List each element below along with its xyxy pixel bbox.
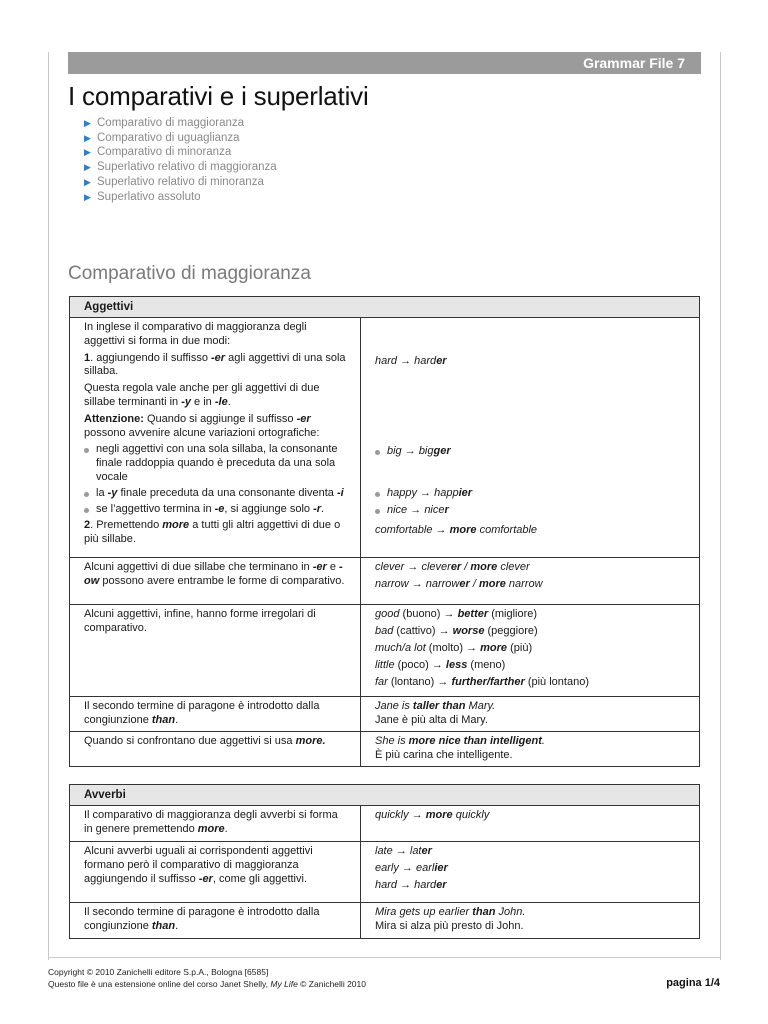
rule-cell: Alcuni aggettivi, infine, hanno forme irregolari di comparativo. <box>70 605 361 696</box>
example-translation: Jane è più alta di Mary. <box>375 713 488 726</box>
example-sentence: Mira gets up earlier than John. <box>375 906 526 918</box>
example-happy: happy → happier <box>375 487 472 501</box>
example-quickly: quickly → more quickly <box>375 809 490 821</box>
copyright-text: Copyright © 2010 Zanichelli editore S.p.A., Bologna [6585] <box>48 967 269 977</box>
footer-divider <box>48 957 720 958</box>
toc-item[interactable]: ▶ Superlativo relativo di minoranza <box>84 175 264 188</box>
example-nice: nice → nicer <box>375 504 449 518</box>
table-row <box>70 318 699 557</box>
table-row <box>70 806 699 841</box>
example-cell <box>361 558 699 604</box>
adverbs-table <box>69 784 700 939</box>
triangle-right-icon: ▶ <box>84 147 91 158</box>
toc-item[interactable]: ▶ Superlativo assoluto <box>84 190 201 203</box>
example-cell <box>361 318 699 557</box>
rule-cell: Quando si confrontano due aggettivi si usa more. <box>70 732 361 766</box>
irregular-bad: bad (cattivo) → worse (peggiore) <box>375 624 538 637</box>
toc-item[interactable]: ▶ Comparativo di uguaglianza <box>84 131 240 144</box>
header-bar <box>68 52 701 74</box>
rule-cell: In inglese il comparativo di maggioranza degli aggettivi si forma in due modi: 1. aggiungendo il suffisso -er agli aggettivi di una sola sillaba. Questa regola vale anche per gli aggettivi di due sillabe terminanti in -y e in -le. Attenzione: Quando si aggiunge il suffisso -er possono avvenire alcune variazioni ortografiche: negli aggettivi con una sola sillaba, la consonante finale raddoppia quando è preceduta da una sola vocale la -y finale preceduta da una consonante diventa -i se l’aggettivo termina in -e, si aggiunge solo -r. 2. Premettendo more a tutti gli altri aggettivi di due o più sillabe. <box>70 318 361 557</box>
rule-cell: Il secondo termine di paragone è introdotto dalla congiunzione than. <box>70 697 361 731</box>
example-cell <box>361 697 699 731</box>
toc-item[interactable]: ▶ Superlativo relativo di maggioranza <box>84 161 277 174</box>
adjectives-table <box>69 296 700 767</box>
table-row <box>70 696 699 731</box>
example-late: late → later <box>375 845 432 857</box>
list-item: negli aggettivi con una sola sillaba, la consonante finale raddoppia quando è preceduta da una sola vocale <box>84 443 346 484</box>
table-row <box>70 731 699 766</box>
example-clever: clever → cleverer / more clever <box>375 561 530 573</box>
course-note: Questo file è una estensione online del corso Janet Shelly, My Life © Zanichelli 2010 <box>48 978 366 989</box>
irregular-far: far (lontano) → further/farther (più lontano) <box>375 675 589 688</box>
triangle-right-icon: ▶ <box>84 118 91 128</box>
table-header: Avverbi <box>70 785 699 806</box>
right-margin-rule <box>720 52 721 960</box>
table-header: Aggettivi <box>70 297 699 318</box>
left-margin-rule <box>48 52 49 960</box>
toc-item[interactable]: ▶ Comparativo di minoranza <box>84 146 232 159</box>
rule-cell: Il comparativo di maggioranza degli avverbi si forma in genere premettendo more. <box>70 806 361 841</box>
example-comfortable: comfortable → more comfortable <box>375 524 538 536</box>
toc-item[interactable]: ▶ Comparativo di maggioranza <box>84 117 245 129</box>
example-hard: hard → harder <box>375 878 447 891</box>
table-row <box>70 902 699 938</box>
table-of-contents <box>84 116 277 204</box>
table-row <box>70 841 699 902</box>
example-sentence: She is more nice than intelligent. <box>375 735 545 747</box>
example-big: big → bigger <box>375 445 451 459</box>
example-early: early → earlier <box>375 861 448 874</box>
rule-cell: Il secondo termine di paragone è introdotto dalla congiunzione than. <box>70 903 361 938</box>
page-title: I comparativi e i superlativi <box>68 81 369 111</box>
table-row <box>70 604 699 696</box>
example-narrow: narrow → narrower / more narrow <box>375 577 543 590</box>
example-cell <box>361 732 699 766</box>
rule-cell: Alcuni avverbi uguali ai corrispondenti aggettivi formano però il comparativo di maggioranza aggiungendo il suffisso -er, come gli aggettivi. <box>70 842 361 902</box>
example-cell <box>361 605 699 696</box>
irregular-little: little (poco) → less (meno) <box>375 658 506 671</box>
footer <box>48 967 366 990</box>
example-translation: È più carina che intelligente. <box>375 748 513 761</box>
example-translation: Mira si alza più presto di John. <box>375 919 524 932</box>
list-item: se l’aggettivo termina in -e, si aggiunge solo -r. <box>84 503 346 517</box>
example-cell <box>361 842 699 902</box>
list-item: la -y finale preceduta da una consonante diventa -i <box>84 487 346 501</box>
example-sentence: Jane is taller than Mary. <box>375 700 496 712</box>
table-row <box>70 557 699 604</box>
section-title: Comparativo di maggioranza <box>68 263 311 284</box>
triangle-right-icon: ▶ <box>84 191 91 202</box>
example-hard: hard → harder <box>375 355 447 367</box>
irregular-good: good (buono) → better (migliore) <box>375 608 538 620</box>
example-cell <box>361 903 699 938</box>
triangle-right-icon: ▶ <box>84 176 91 187</box>
rule-cell: Alcuni aggettivi di due sillabe che terminano in -er e -ow possono avere entrambe le forme di comparativo. <box>70 558 361 604</box>
triangle-right-icon: ▶ <box>84 132 91 143</box>
page-number: pagina 1/4 <box>666 977 720 989</box>
grammar-file-label: Grammar File 7 <box>583 55 685 71</box>
irregular-much: much/a lot (molto) → more (più) <box>375 641 533 654</box>
triangle-right-icon: ▶ <box>84 162 91 173</box>
example-cell <box>361 806 699 841</box>
